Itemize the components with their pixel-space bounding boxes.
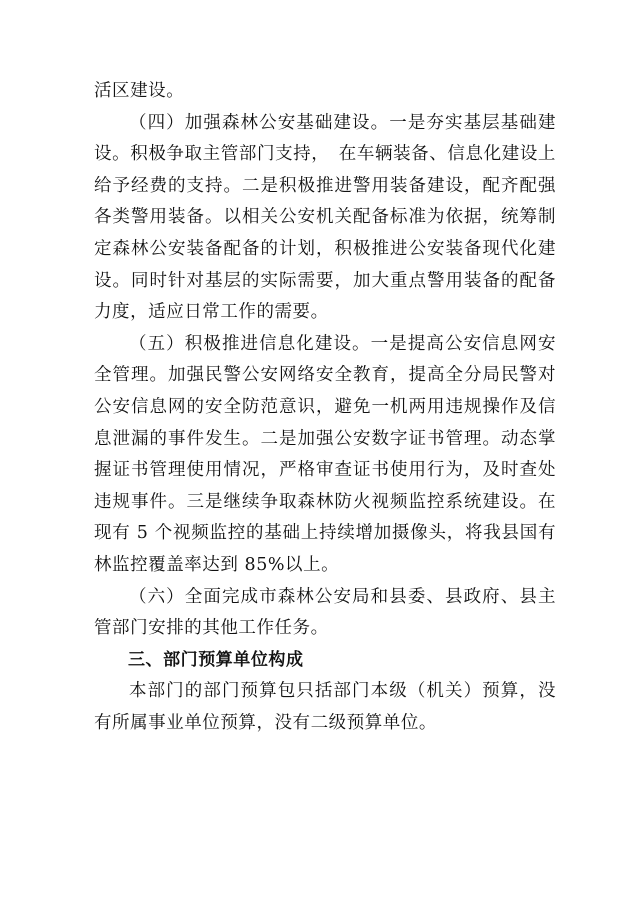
document-body bbox=[94, 76, 556, 739]
paragraph-item-4: （四）加强森林公安基础建设。一是夯实基层基础建设。积极争取主管部门支持， 在车辆装备、信息化建设上给予经费的支持。二是积极推进警用装备建设，配齐配强各类警用装备。以相关公安机关配备标准为依据，统筹制定森林公安装备配备的计划，积极推进公安装备现代化建设。同时针对基层的实际需要，加大重点警用装备的配备力度，适应日常工作的需要。 bbox=[94, 112, 556, 323]
paragraph-item-6: （六）全面完成市森林公安局和县委、县政府、县主管部门安排的其他工作任务。 bbox=[94, 586, 556, 639]
paragraph-item-5: （五）积极推进信息化建设。一是提高公安信息网安全管理。加强民警公安网络安全教育，提高全分局民警对公安信息网的安全防范意识，避免一机两用违规操作及信息泄漏的事件发生。二是加强公安数字证书管理。动态掌握证书管理使用情况，严格审查证书使用行为，及时查处违规事件。三是继续争取森林防火视频监控系统建设。在现有 5 个视频监控的基础上持续增加摄像头，将我县国有林监控覆盖率达到 85%以上。 bbox=[94, 333, 556, 575]
section-heading: 三、部门预算单位构成 bbox=[128, 649, 304, 670]
paragraph-continuation: 活区建设。 bbox=[94, 81, 185, 101]
paragraph-budget-units: 本部门的部门预算包只括部门本级（机关）预算，没有所属事业单位预算，没有二级预算单位。 bbox=[94, 681, 556, 733]
